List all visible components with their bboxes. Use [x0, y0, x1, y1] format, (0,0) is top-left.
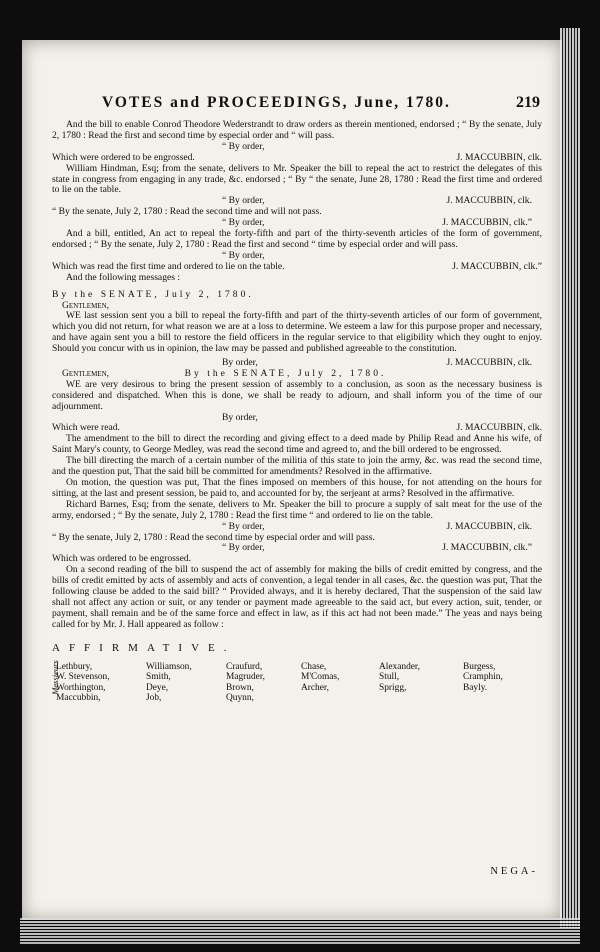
member-name: M'Comas, [301, 672, 340, 683]
paragraph: The bill directing the march of a certain number of the militia of this state to join the army, &c. was read the second time, and the question put, That the said bill be committed for amendments? Resolved in the affirmative. [52, 455, 542, 478]
member-name: Lethbury, [56, 661, 93, 672]
order-line: Which were read. J. MACCUBBIN, clk. [52, 422, 542, 434]
member-name: Brown, [226, 682, 254, 693]
member-name: Bayly. [463, 682, 488, 693]
order-line: “ By order, [222, 140, 265, 152]
order-line: “ By order, J. MACCUBBIN, clk. [222, 520, 532, 532]
member-name: Burgess, [463, 661, 496, 672]
paragraph: On motion, the question was put, That the fines imposed on members of this house, for not attending on the hours for sitting, at the last and present session, be paid to, and accounted for by, the serjeant at arms? Resolved in the affirmative. [52, 477, 542, 499]
message-heading: By the SENATE, July 2, 1780. [52, 288, 254, 300]
paragraph: And the following messages : [66, 271, 181, 283]
member-name [379, 693, 463, 704]
paragraph: And the bill to enable Conrod Theodore Wederstrandt to draw orders as therein mentioned, endorsed ; “ By the senate, July 2, 1780 : Read the first and second time by especial order and “ will pass. [52, 119, 542, 141]
order-line: “ By order, J. MACCUBBIN, clk.” [222, 217, 532, 229]
member-name: Cramphin, [463, 672, 503, 683]
paragraph: Which was ordered to be engrossed. [52, 553, 192, 565]
member-name: Maccubbin, [56, 693, 101, 704]
paragraph: WE are very desirous to bring the present session of assembly to a conclusion, as soon as the necessary business is considered and dispatched. When this is done, we shall be ready to adjourn, and shall inform you of the time of our adjournment. [52, 378, 542, 412]
page-number: 219 [516, 94, 540, 111]
salutation: Gentlemen, [62, 299, 110, 311]
member-name: Magruder, [226, 672, 265, 683]
page-edge-bottom [20, 918, 580, 944]
order-line: By order, J. MACCUBBIN, clk. [222, 357, 532, 369]
order-line: Which was read the first time and ordered to lie on the table. J. MACCUBBIN, clk.” [52, 260, 542, 272]
paragraph: On a second reading of the bill to suspend the act of assembly for making the bills of credit emitted by congress, and the bills of credit emitted by acts of assembly and acts of convention, a legal tender in all cases, &c. the question was put, That the following clause be added to the said bill? “ Provided always, and it is hereby declared, That the suspension of the said law shall not affect any action or suit, or any tender or payment made agreeable to the said act, but every action, suit, tender, or payment, shall remain and be of the same force and effect in law, as if this act had not been made.” The yeas and nays being called for by Mr. J. Hall appeared as follow : [52, 564, 542, 630]
order-line: Which were ordered to be engrossed. J. MACCUBBIN, clk. [52, 151, 542, 163]
members-grid [56, 662, 543, 704]
members-label: Messieurs [49, 659, 60, 695]
member-name [301, 693, 379, 704]
order-line: By order, [222, 411, 258, 423]
body-text [49, 119, 542, 710]
member-name: Smith, [146, 672, 171, 683]
member-name: Worthington, [56, 682, 106, 693]
paragraph: And a bill, entitled, An act to repeal the forty-fifth and part of the thirty-seventh articles of the form of government, endorsed ; “ By the senate, July 2, 1780 : Read the first and second “ time by especial order and will pass. [52, 228, 542, 250]
member-name: Stull, [379, 672, 400, 683]
page-edge-right [560, 28, 580, 928]
member-name: Craufurd, [226, 661, 263, 672]
document-page [22, 40, 562, 920]
paragraph: “ By the senate, July 2, 1780 : Read the second time and will not pass. [52, 206, 322, 218]
affirmative-heading: AFFIRMATIVE. [52, 641, 236, 654]
order-line: “ By order, J. MACCUBBIN, clk.” [222, 542, 532, 554]
member-name: Job, [146, 693, 162, 704]
salutation: Gentlemen, [62, 367, 110, 379]
page-title: VOTES and PROCEEDINGS, June, 1780. [102, 94, 451, 111]
member-name: Chase, [301, 661, 327, 672]
paragraph: Richard Barnes, Esq; from the senate, delivers to Mr. Speaker the bill to procure a supply of salt meat for the use of the army, endorsed ; “ By the senate, July 2, 1780 : Read the first time “ and ordered to lie on the table. [52, 498, 542, 521]
catchword: NEGA- [490, 866, 538, 877]
member-name: Williamson, [146, 661, 192, 672]
paragraph: WE last session sent you a bill to repeal the forty-fifth and part of the thirty-seventh articles of our form of government, which you did not return, for what reason we are at a loss to determine. We esteem a law for this purpose proper and necessary, and have again sent you a bill to restore the field officers in the regular service to that eligibility which they ought to enjoy. Should you concur with us in opinion, the law may be passed and published agreeable to the constitution. [52, 310, 542, 355]
paragraph: William Hindman, Esq; from the senate, delivers to Mr. Speaker the bill to repeal the act to restrict the delegates of this state in congress from engaging in any trade, &c. endorsed ; “ By “ the senate, June 28, 1780 : Read the first time and ordered to lie on the table. [52, 162, 542, 196]
member-name: Quynn, [226, 693, 254, 704]
member-name [463, 693, 543, 704]
member-name: Alexander, [379, 661, 421, 672]
member-name: Archer, [301, 682, 329, 693]
member-name: W. Stevenson, [56, 672, 110, 683]
affirmative-members [49, 659, 542, 710]
paragraph: “ By the senate, July 2, 1780 : Read the second time by especial order and will pass. [52, 531, 375, 543]
message-heading: By the SENATE, July 2, 1780. [184, 367, 387, 379]
member-name: Deye, [146, 682, 169, 693]
order-line: “ By order, [222, 249, 265, 261]
paragraph: The amendment to the bill to direct the recording and giving effect to a deed made by Philip Read and Anne his wife, of Saint Mary's county, to George Medley, was read the second time and agreed to, and the bill ordered to be engrossed. [52, 433, 542, 456]
order-line: “ By order, J. MACCUBBIN, clk. [222, 195, 532, 207]
member-name: Sprigg, [379, 682, 407, 693]
running-header [22, 94, 562, 116]
